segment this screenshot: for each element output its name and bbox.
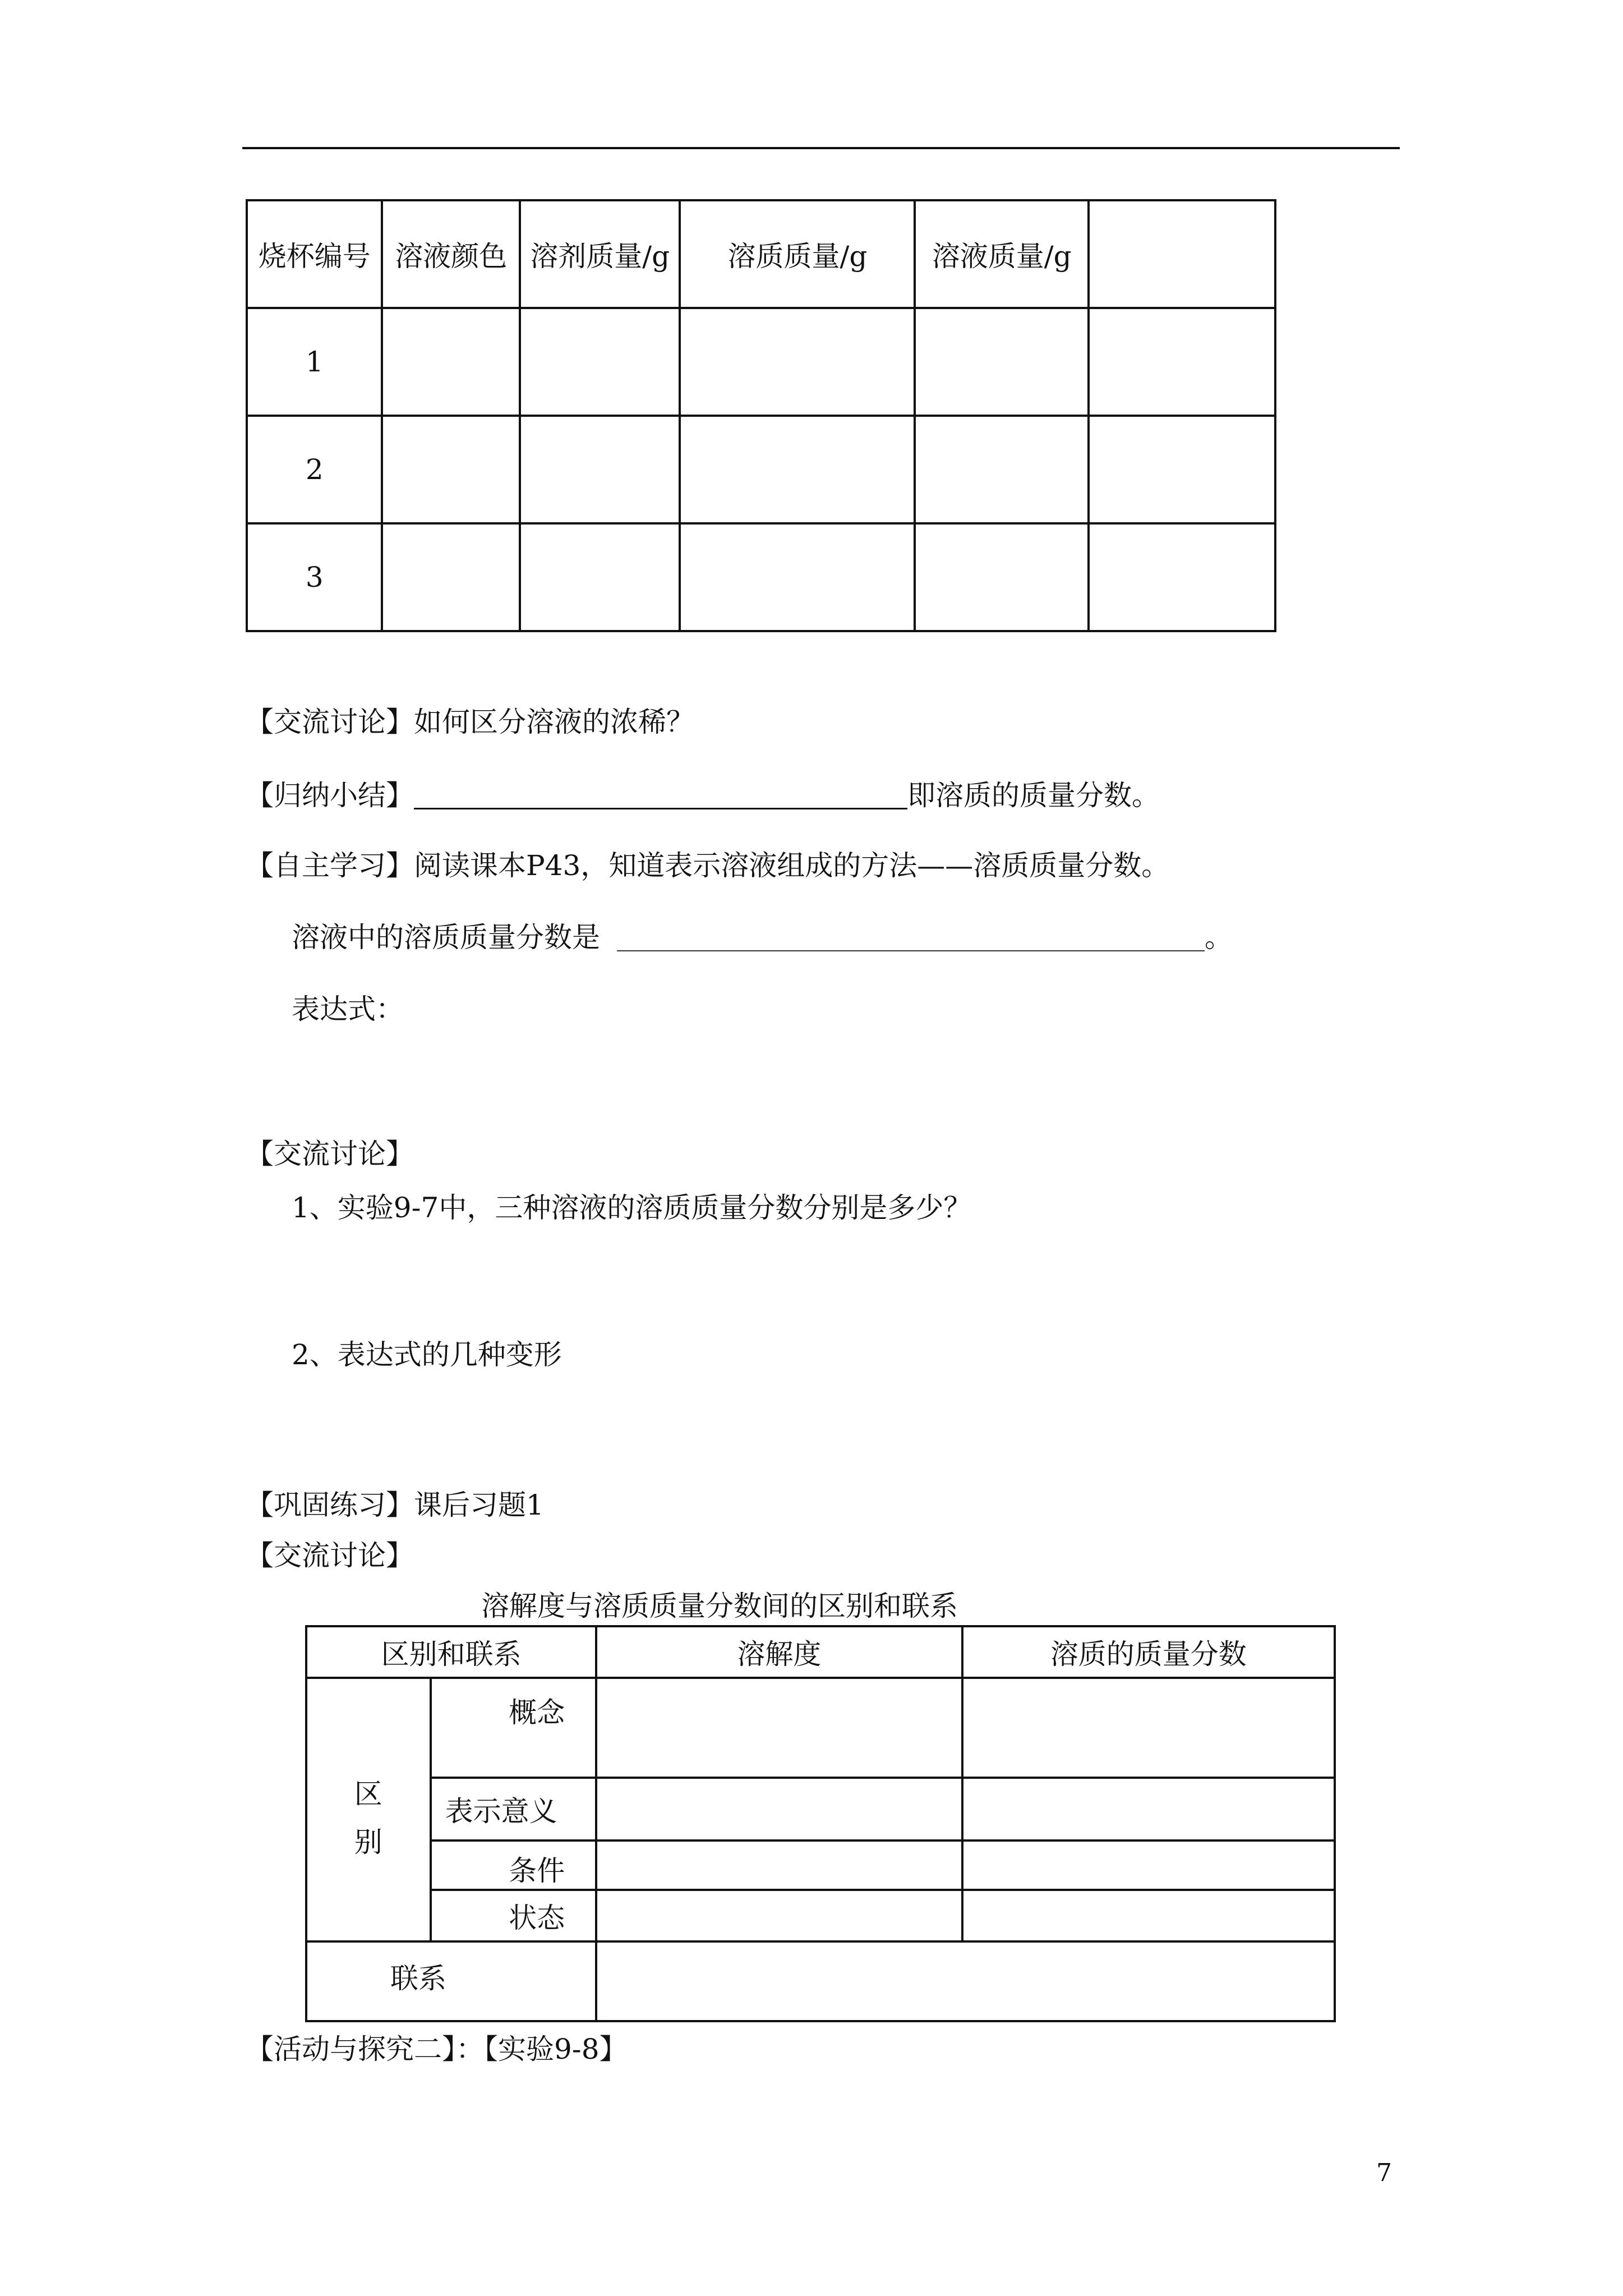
summary-line xyxy=(246,779,1160,812)
table-cell[interactable] xyxy=(680,308,915,416)
question-1: 1、实验9-7中，三种溶液的溶质质量分数分别是多少？ xyxy=(292,1191,972,1224)
header-cell: 溶质质量/g xyxy=(680,200,915,308)
header-cell: 区别和联系 xyxy=(306,1626,596,1678)
definition-line xyxy=(292,921,1233,954)
table-row xyxy=(306,1890,1335,1941)
table-cell[interactable] xyxy=(1089,416,1275,523)
table-cell[interactable] xyxy=(962,1890,1335,1941)
practice-line xyxy=(246,1491,544,1519)
definition-blank[interactable] xyxy=(617,923,1205,951)
relation-cell[interactable] xyxy=(596,1941,1335,2021)
table-header-row xyxy=(306,1626,1335,1678)
table-cell[interactable] xyxy=(1089,308,1275,416)
section-tag: 【交流讨论】 xyxy=(246,1138,414,1170)
beaker-number: 2 xyxy=(247,416,382,523)
group-label-difference xyxy=(306,1678,431,1941)
table-cell[interactable] xyxy=(382,308,519,416)
summary-blank[interactable] xyxy=(414,781,907,809)
section-tag: 【归纳小结】 xyxy=(246,779,414,812)
table-cell[interactable] xyxy=(520,523,680,631)
header-cell: 溶剂质量/g xyxy=(520,200,680,308)
relation-label: 联系 xyxy=(306,1941,596,2021)
table-cell[interactable] xyxy=(520,308,680,416)
header-cell: 溶液颜色 xyxy=(382,200,519,308)
table-cell[interactable] xyxy=(962,1678,1335,1778)
activity-line xyxy=(246,2035,628,2063)
table-cell[interactable] xyxy=(382,416,519,523)
beaker-number: 1 xyxy=(247,308,382,416)
table-row xyxy=(306,1678,1335,1778)
row-label: 状态 xyxy=(431,1890,597,1941)
table-cell[interactable] xyxy=(915,308,1088,416)
table-cell[interactable] xyxy=(680,523,915,631)
table-cell[interactable] xyxy=(520,416,680,523)
row-label: 概念 xyxy=(431,1678,597,1778)
self-study xyxy=(246,849,1170,882)
section-tag: 【巩固练习】 xyxy=(246,1489,414,1521)
table-cell[interactable] xyxy=(915,523,1088,631)
group-char: 区 xyxy=(354,1778,382,1810)
table-header-row xyxy=(247,200,1275,308)
experiment-tag: 【实验9-8】 xyxy=(484,2033,628,2065)
summary-text: 即溶质的质量分数。 xyxy=(907,779,1160,812)
header-cell: 溶解度 xyxy=(596,1626,962,1678)
row-label: 条件 xyxy=(431,1841,597,1890)
table-row xyxy=(306,1941,1335,2021)
header-cell: 溶液质量/g xyxy=(915,200,1088,308)
header-cell xyxy=(1089,200,1275,308)
table-cell[interactable] xyxy=(382,523,519,631)
table-cell[interactable] xyxy=(962,1778,1335,1841)
beaker-number: 3 xyxy=(247,523,382,631)
discussion-1 xyxy=(246,708,694,736)
table-cell[interactable] xyxy=(596,1841,962,1890)
table-cell[interactable] xyxy=(915,416,1088,523)
separator: ： xyxy=(456,2033,484,2065)
question-2: 2、表达式的几种变形 xyxy=(292,1338,562,1371)
table-cell[interactable] xyxy=(1089,523,1275,631)
section-tag: 【自主学习】 xyxy=(246,849,414,882)
table-cell[interactable] xyxy=(596,1678,962,1778)
table-cell[interactable] xyxy=(680,416,915,523)
table-row xyxy=(306,1778,1335,1841)
table-row xyxy=(247,523,1275,631)
discussion-question: 如何区分溶液的浓稀？ xyxy=(414,706,694,738)
section-tag: 【交流讨论】 xyxy=(246,1539,414,1572)
definition-end: 。 xyxy=(1205,921,1233,954)
header-cell: 溶质的质量分数 xyxy=(962,1626,1335,1678)
comparison-table xyxy=(305,1625,1336,2022)
table-cell[interactable] xyxy=(962,1841,1335,1890)
section-tag: 【活动与探究二】 xyxy=(246,2033,456,2065)
table-row xyxy=(247,308,1275,416)
table-row xyxy=(306,1841,1335,1890)
header-cell: 烧杯编号 xyxy=(247,200,382,308)
row-label: 表示意义 xyxy=(431,1778,597,1841)
table-caption: 溶解度与溶质质量分数间的区别和联系 xyxy=(481,1590,958,1622)
header-rule xyxy=(242,147,1400,149)
practice-text: 课后习题1 xyxy=(414,1489,544,1521)
table-cell[interactable] xyxy=(596,1890,962,1941)
table-row xyxy=(247,416,1275,523)
expression-label: 表达式： xyxy=(292,993,404,1025)
beaker-table xyxy=(246,199,1276,632)
page-number: 7 xyxy=(1376,2159,1392,2187)
definition-text: 溶液中的溶质质量分数是 xyxy=(292,921,600,954)
section-tag: 【交流讨论】 xyxy=(246,706,414,738)
self-study-text: 阅读课本P43，知道表示溶液组成的方法——溶质质量分数。 xyxy=(414,849,1170,882)
table-cell[interactable] xyxy=(596,1778,962,1841)
group-char: 别 xyxy=(354,1826,382,1858)
